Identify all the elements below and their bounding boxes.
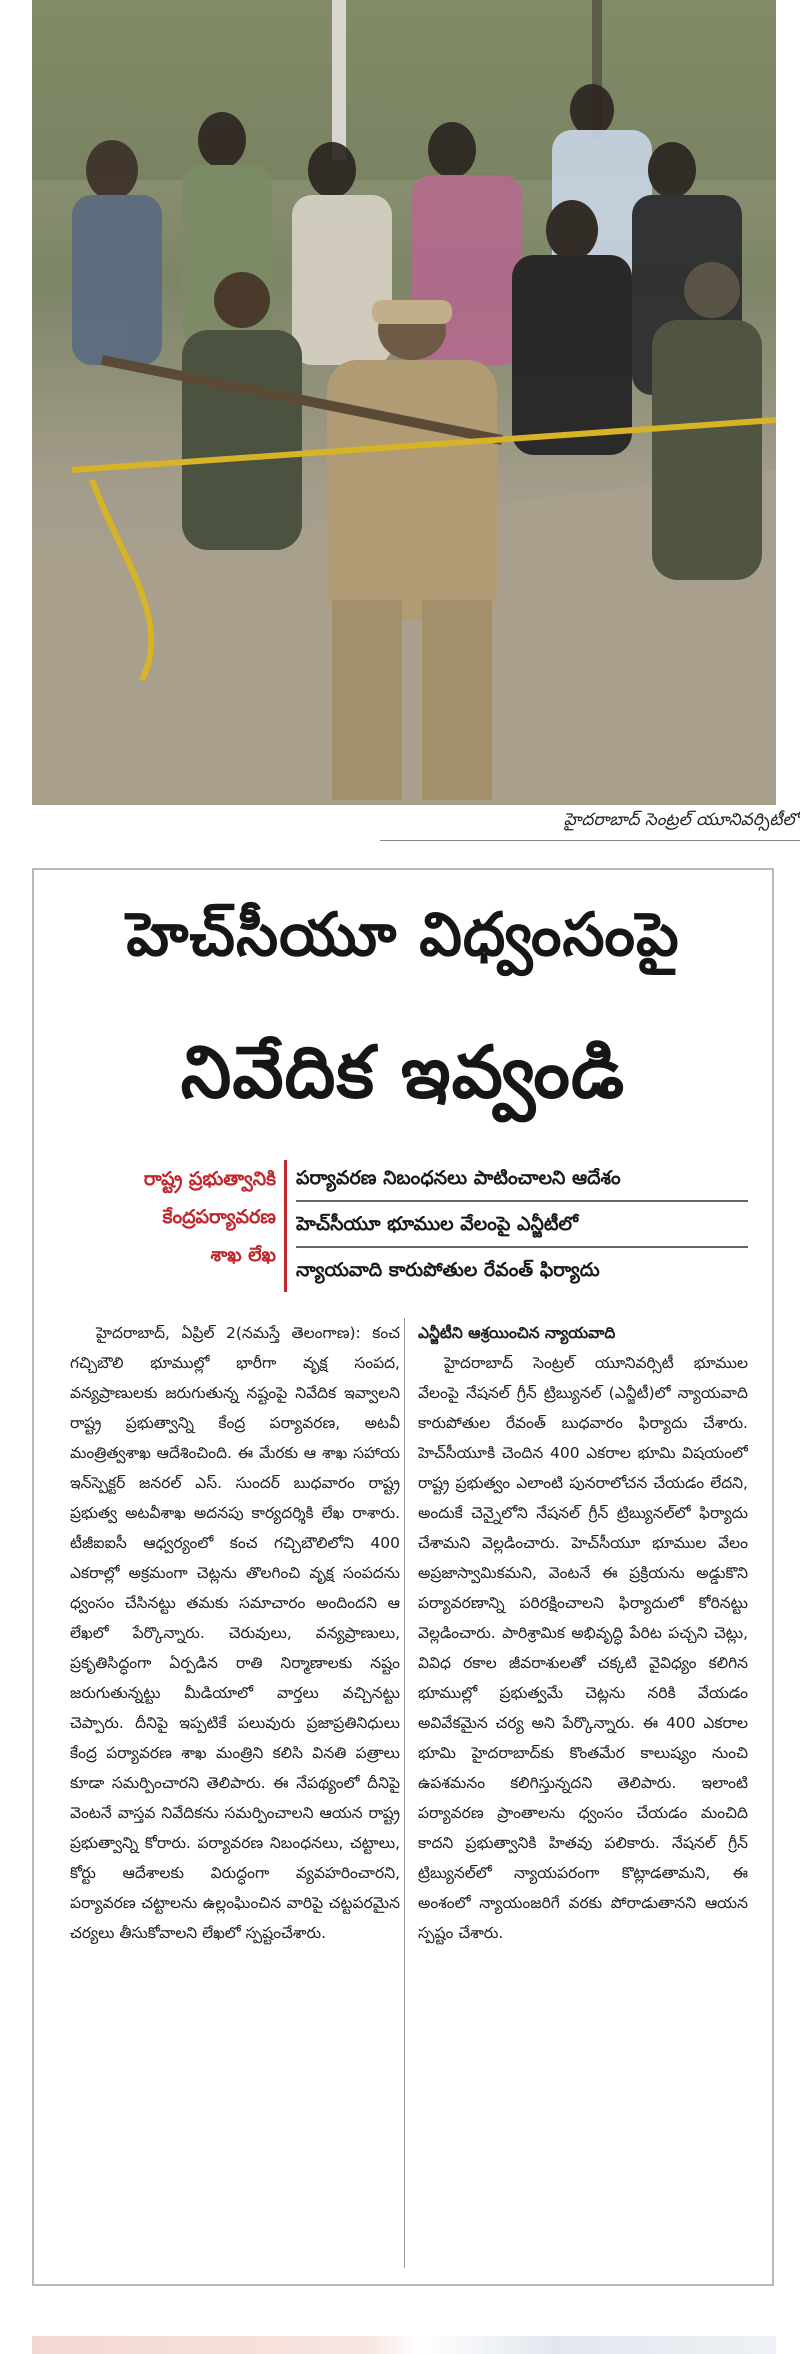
side-label-line-1: రాష్ట్ర ప్రభుత్వానికి — [143, 1168, 276, 1190]
article-column-2 — [418, 1318, 748, 2268]
side-label-line-3: శాఖ లేఖ — [210, 1244, 276, 1266]
headline-line-2: నివేదిక ఇవ్వండి — [180, 1030, 626, 1114]
deck-line-3: న్యాయవాది కారుపోతుల రేవంత్ ఫిర్యాదు — [296, 1259, 600, 1281]
next-article-strip — [32, 2336, 776, 2354]
column-divider — [404, 1318, 405, 2268]
deck-line-1: పర్యావరణ నిబంధనలు పాటించాలని ఆదేశం — [296, 1156, 748, 1202]
headline-line-1: హెచ్‌సీయూ విధ్వంసంపై — [126, 900, 680, 970]
side-label-rule — [284, 1160, 287, 1292]
side-label-line-2: కేంద్రపర్యావరణ — [162, 1206, 276, 1228]
news-photo — [32, 0, 776, 805]
column-2-body: హైదరాబాద్ సెంట్రల్ యూనివర్సిటీ భూముల వేలంపై నేషనల్ గ్రీన్ ట్రిబ్యునల్ (ఎన్జీటీ)లో న్యాయవాది కారుపోతుల రేవంత్ బుధవారం ఫిర్యాదు చేశారు. హెచ్‌సీయూకి చెందిన 400 ఎకరాల భూమి విషయంలో రాష్ట్ర ప్రభుత్వం ఎలాంటి పునరాలోచన చేయడం లేదని, అందుకే చెన్నైలోని నేషనల్ గ్రీన్ ట్రిబ్యునల్‌లో ఫిర్యాదు చేశామని వెల్లడించారు. హెచ్‌సీయూ భూముల వేలం అప్రజాస్వామికమని, వెంటనే ఈ ప్రక్రియను అడ్డుకొని పర్యావరణాన్ని పరిరక్షించాలని ఫిర్యాదులో కోరినట్టు వెల్లడించారు. పారిశ్రామిక అభివృద్ధి పేరిట పచ్చని చెట్లు, వివిధ రకాల జీవరాశులతో చక్కటి వైవిధ్యం కలిగిన భూముల్లో ప్రభుత్వమే చెట్లను నరికి వేయడం అవివేకమైన చర్య అని పేర్కొన్నారు. ఈ 400 ఎకరాల భూమి హైదరాబాద్‌కు కొంతమేర కాలుష్యం నుంచి ఉపశమనం కలిగిస్తున్నదని తెలిపారు. ఇలాంటి పర్యావరణ ప్రాంతాలను ధ్వంసం చేయడం మంచిది కాదని ప్రభుత్వానికి హితవు పలికారు. నేషనల్ గ్రీన్ ట్రిబ్యునల్‌లో న్యాయపరంగా కొట్లాడతామని, ఈ అంశంలో న్యాయంజరిగే వరకు పోరాడుతానని ఆయన స్పష్టం చేశారు. — [418, 1354, 748, 1942]
column-2-subhead: ఎన్జీటీని ఆశ్రయించిన న్యాయవాది — [418, 1324, 616, 1342]
photo-caption: హైదరాబాద్ సెంట్రల్ యూనివర్సిటీలో — [380, 810, 800, 841]
deck-line-2: హెచ్‌సీయూ భూముల వేలంపై ఎన్జీటీలో — [296, 1202, 748, 1248]
sub-headlines — [296, 1156, 748, 1292]
article-column-1: హైదరాబాద్, ఏప్రిల్ 2(నమస్తే తెలంగాణ): కంచ గచ్చిబౌలి భూముల్లో భారీగా వృక్ష సంపద, వన్యప్రాణులకు జరుగుతున్న నష్టంపై నివేదిక ఇవ్వాలని రాష్ట్ర ప్రభుత్వాన్ని కేంద్ర పర్యావరణ, అటవీ మంత్రిత్వశాఖ ఆదేశించింది. ఈ మేరకు ఆ శాఖ సహాయ ఇన్‌స్పెక్టర్ జనరల్ ఎస్. సుందర్ బుధవారం రాష్ట్ర ప్రభుత్వ అటవీశాఖ అదనపు కార్యదర్శికి లేఖ రాశారు. టీజీఐఐసీ ఆధ్వర్యంలో కంచ గచ్చిబౌలిలోని 400 ఎకరాల్లో అక్రమంగా చెట్లను తొలగించి వృక్ష సంపదను ధ్వంసం చేసినట్టు తమకు సమాచారం అందిందని ఆ లేఖలో పేర్కొన్నారు. చెరువులు, వన్యప్రాణులు, ప్రకృతిసిద్ధంగా ఏర్పడిన రాతి నిర్మాణాలకు నష్టం జరుగుతున్నట్టు మీడియాలో వార్తలు వచ్చినట్టు చెప్పారు. దీనిపై ఇప్పటికే పలువురు ప్రజాప్రతినిధులు కేంద్ర పర్యావరణ శాఖ మంత్రిని కలిసి వినతి పత్రాలు కూడా సమర్పించారని తెలిపారు. ఈ నేపథ్యంలో దీనిపై వెంటనే వాస్తవ నివేదికను సమర్పించాలని ఆయన రాష్ట్ర ప్రభుత్వాన్ని కోరారు. పర్యావరణ నిబంధనలు, చట్టాలు, కోర్టు ఆదేశాలకు విరుద్ధంగా వ్యవహరించారని, పర్యావరణ చట్టాలను ఉల్లంఘించిన వారిపై చట్టపరమైన చర్యలు తీసుకోవాలని లేఖలో స్పష్టంచేశారు. — [70, 1324, 400, 1942]
protest-scene-illustration — [32, 0, 776, 805]
side-label — [60, 1160, 276, 1290]
